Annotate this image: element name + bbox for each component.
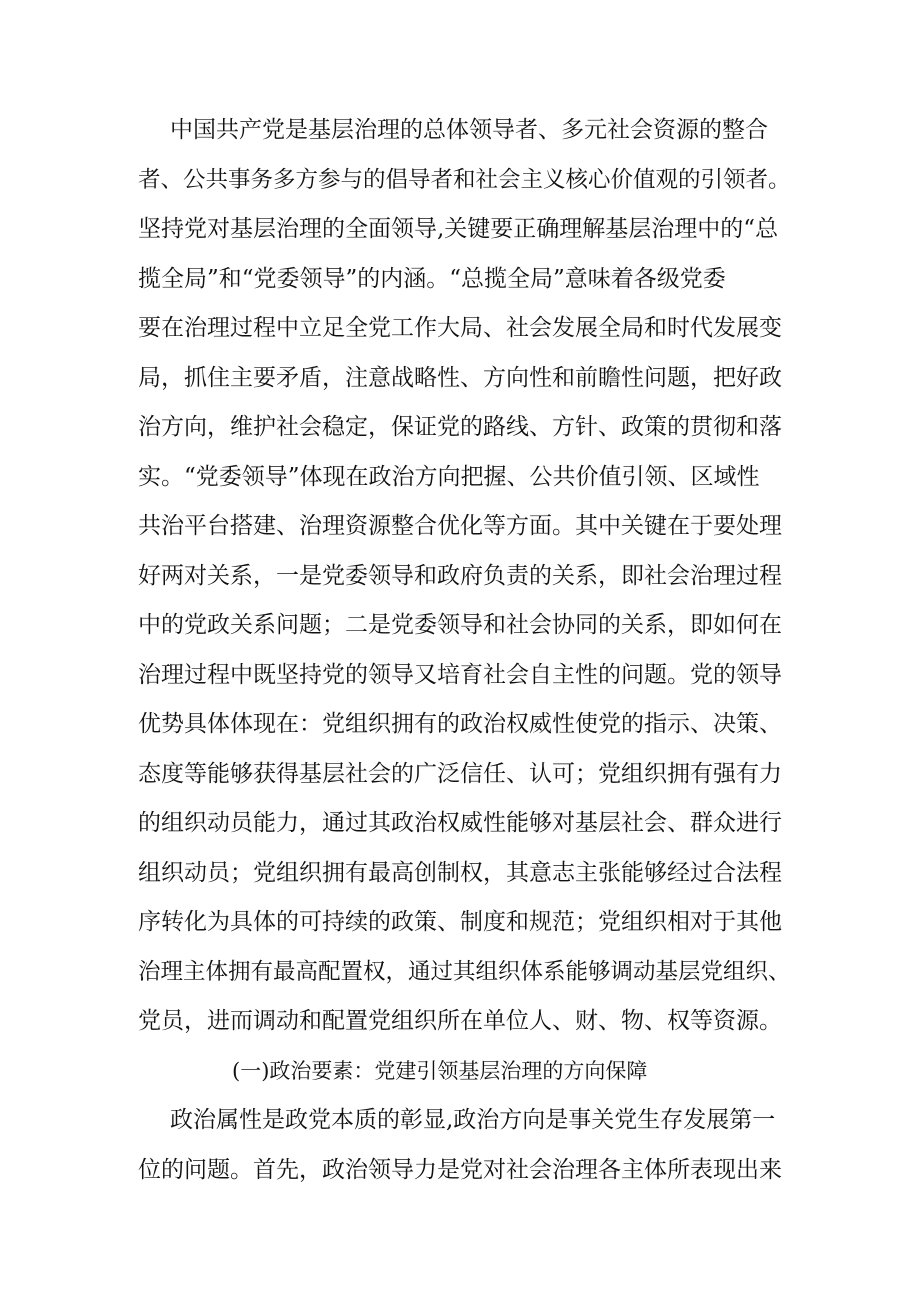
text-line: 的组织动员能力，通过其政治权威性能够对基层社会、群众进行 [138,810,782,836]
text-line: 者、公共事务多方参与的倡导者和社会主义核心价值观的引领者。 [138,167,791,193]
text-line: 态度等能够获得基层社会的广泛信任、认可；党组织拥有强有力 [138,761,782,787]
text-line: 中的党政关系问题；二是党委领导和社会协同的关系，即如何在 [138,612,782,638]
text-line: 好两对关系，一是党委领导和政府负责的关系，即社会治理过程 [138,563,782,589]
text-line: 治方向，维护社会稳定，保证党的路线、方针、政策的贯彻和落 [138,414,782,440]
text-line: 序转化为具体的可持续的政策、制度和规范；党组织相对于其他 [138,909,782,935]
text-line: 局，抓住主要矛盾，注意战略性、方向性和前瞻性问题，把好政 [138,365,782,391]
text-line: 坚持党对基层治理的全面领导,关键要正确理解基层治理中的“总 [138,216,779,242]
text-line: 位的问题。首先，政治领导力是党对社会治理各主体所表现出来 [138,1157,782,1183]
text-line: 揽全局”和“党委领导”的内涵。“总揽全局”意味着各级党委 [138,266,726,292]
text-line: 治理过程中既坚持党的领导又培育社会自主性的问题。党的领导 [138,662,782,688]
text-line: 优势具体体现在：党组织拥有的政治权威性使党的指示、决策、 [138,711,782,737]
text-line: 实。“党委领导”体现在政治方向把握、公共价值引领、区域性 [138,464,760,490]
text-line: 组织动员；党组织拥有最高创制权，其意志主张能够经过合法程 [138,860,782,886]
section-heading: (一)政治要素：党建引领基层治理的方向保障 [232,1059,648,1083]
text-line: 政治属性是政党本质的彰显,政治方向是事关党生存发展第一 [170,1107,776,1133]
text-line: 共治平台搭建、治理资源整合优化等方面。其中关键在于要处理 [138,513,782,539]
text-line: 党员，进而调动和配置党组织所在单位人、财、物、权等资源。 [138,1008,782,1034]
text-line: 中国共产党是基层治理的总体领导者、多元社会资源的整合 [170,117,768,143]
text-line: 要在治理过程中立足全党工作大局、社会发展全局和时代发展变 [138,315,782,341]
text-line: 治理主体拥有最高配置权，通过其组织体系能够调动基层党组织、 [138,959,791,985]
